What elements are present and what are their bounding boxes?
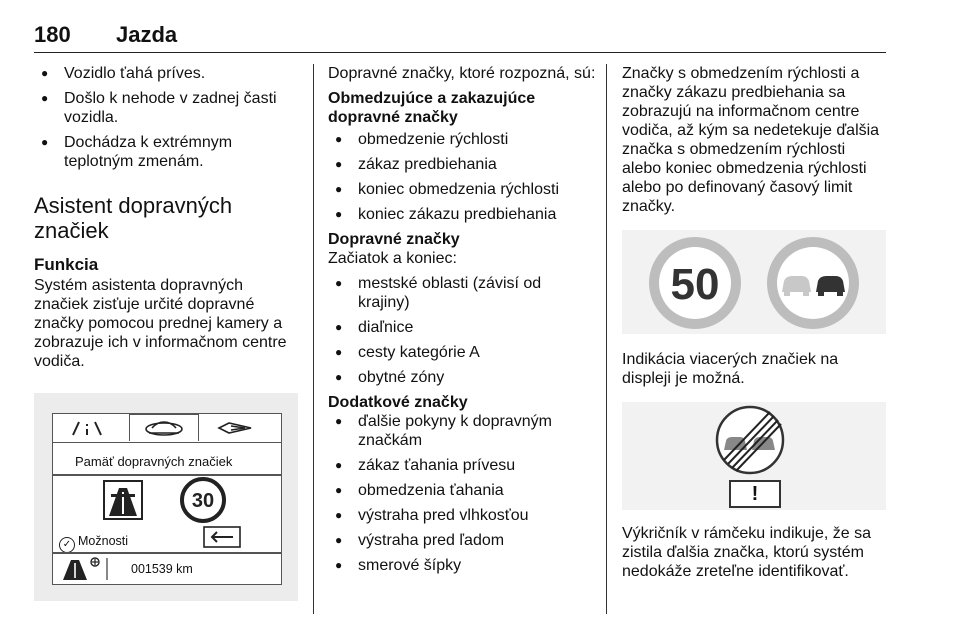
odometer: 001539 km	[131, 562, 193, 576]
divider	[53, 552, 281, 554]
speed-limit-50-sign	[646, 234, 744, 332]
paragraph: Systém asistenta dopravných značiek zisťuje určité dopravné značky pomocou prednej kamery a zobrazuje ich v informačnom centre vodiča.	[34, 277, 287, 370]
divider	[53, 474, 281, 476]
column-divider	[606, 64, 607, 614]
bullet-list	[328, 130, 596, 224]
list-item: ● zákaz predbiehania	[328, 155, 596, 174]
car-icon	[143, 419, 185, 437]
sign-arrow-icon	[215, 420, 255, 436]
list-item: ● koniec zákazu predbiehania	[328, 205, 596, 224]
section-title: Asistent dopravných značiek	[34, 193, 233, 243]
motorway-mini-icon	[59, 556, 119, 582]
column-3	[622, 64, 888, 587]
group-title: Dodatkové značky	[328, 394, 468, 411]
page-title: Jazda	[116, 22, 178, 47]
no-overtaking-sign	[764, 234, 862, 332]
column-divider	[313, 64, 314, 614]
road-lanes-icon	[67, 420, 107, 436]
exclamation-box: !	[729, 480, 781, 508]
speed-limit-value: 30	[191, 490, 215, 512]
list-item: ● obmedzenia ťahania	[328, 481, 596, 500]
bullet-list	[328, 412, 596, 575]
tab-row	[53, 414, 281, 443]
list-item: ● smerové šípky	[328, 556, 596, 575]
group-title: Obmedzujúce a zakazujúce dopravné značky	[328, 90, 536, 126]
list-item: ● Dochádza k extrémnym teplotným zmenám.	[34, 133, 298, 171]
paragraph: Indikácia viacerých značiek na displeji je možná.	[622, 351, 839, 387]
list-item: ● obytné zóny	[328, 368, 596, 387]
page-number: 180	[34, 22, 71, 47]
list-item: ● Došlo k nehode v zadnej časti vozidla.	[34, 89, 298, 127]
group-title: Dopravné značky	[328, 231, 460, 248]
subsection-title: Funkcia	[34, 255, 99, 274]
check-icon: ✓	[59, 537, 75, 553]
end-no-overtaking-sign	[714, 404, 786, 476]
display-figure	[34, 393, 298, 601]
list-item: ● mestské oblasti (závisí od krajiny)	[328, 274, 596, 312]
end-no-overtaking-figure	[622, 402, 886, 510]
signs-figure	[622, 230, 886, 334]
back-arrow-button[interactable]	[203, 526, 241, 548]
list-item: ● obmedzenie rýchlosti	[328, 130, 596, 149]
list-item: ● ďalšie pokyny k dopravným značkám	[328, 412, 596, 450]
motorway-sign-icon	[103, 480, 143, 520]
column-2	[328, 64, 596, 581]
list-item: ● cesty kategórie A	[328, 343, 596, 362]
driver-info-screen	[52, 413, 282, 585]
list-item: ● diaľnice	[328, 318, 596, 337]
bullet-list	[328, 274, 596, 387]
list-item: ● koniec obmedzenia rýchlosti	[328, 180, 596, 199]
list-item: ● zákaz ťahania prívesu	[328, 456, 596, 475]
column-1	[34, 64, 298, 601]
paragraph: Výkričník v rámčeku indikuje, že sa zistila ďalšia značka, ktorú systém nedokáže zreteľne identifikovať.	[622, 525, 871, 580]
group-intro: Začiatok a koniec:	[328, 250, 457, 267]
bullet-list	[34, 64, 298, 171]
paragraph: Značky s obmedzením rýchlosti a značky zákazu predbiehania sa zobrazujú na informačnom centre vodiča, až kým sa nedetekuje ďalšia značka s obmedzením rýchlosti alebo koniec obmedzenia rýchlosti alebo po definovaný časový limit značky.	[622, 65, 880, 215]
speed-limit-sign	[179, 476, 227, 524]
intro-text: Dopravné značky, ktoré rozpozná, sú:	[328, 65, 596, 82]
memory-label: Pamäť dopravných značiek	[75, 454, 233, 469]
list-item: ● výstraha pred vlhkosťou	[328, 506, 596, 525]
speed-value: 50	[670, 260, 720, 309]
list-item: ● Vozidlo ťahá príves.	[34, 64, 298, 83]
page-header	[34, 18, 886, 53]
options-label[interactable]: ✓ Možnosti	[59, 532, 128, 553]
list-item: ● výstraha pred ľadom	[328, 531, 596, 550]
